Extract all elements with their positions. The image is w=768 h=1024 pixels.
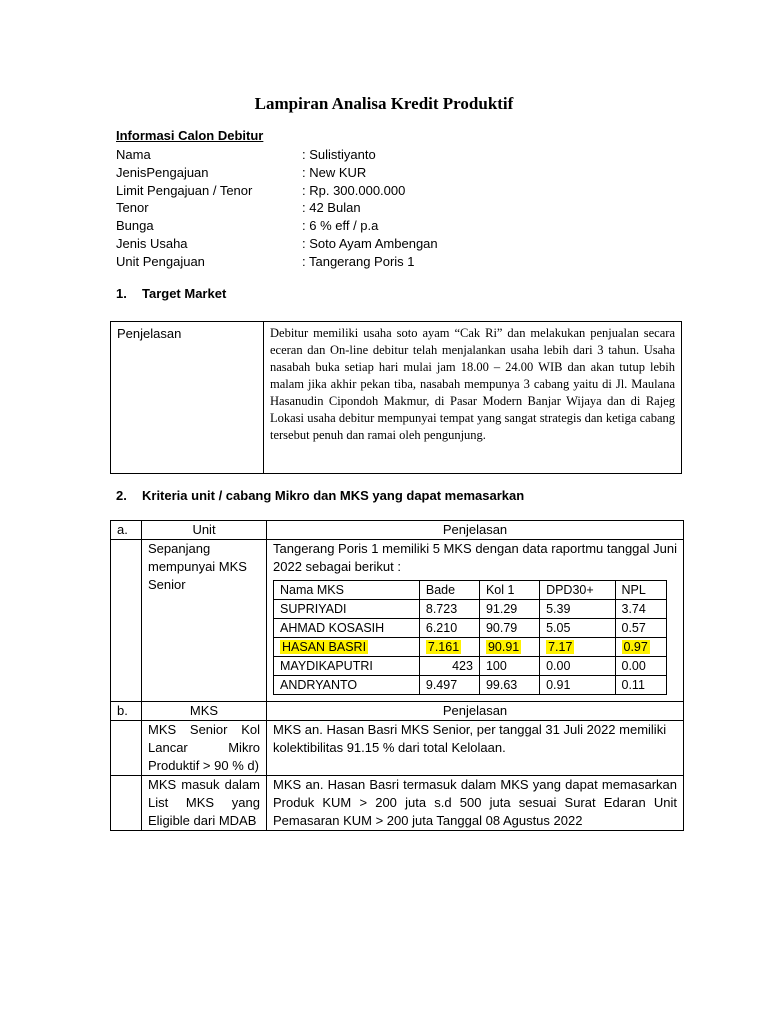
info-value: : Soto Ayam Ambengan: [302, 235, 438, 251]
mks-cell: [540, 638, 615, 657]
info-row-nama: [116, 146, 438, 164]
document-title: Lampiran Analisa Kredit Produktif: [254, 94, 514, 113]
mks-table-header: [274, 581, 667, 600]
mks-header-cell: Bade: [419, 581, 479, 600]
mks-cell: ANDRYANTO: [274, 676, 420, 695]
mks-intro-text: Tangerang Poris 1 memiliki 5 MKS dengan data raportmu tanggal Juni 2022 sebagai berikut :: [273, 541, 677, 574]
mks-cell: 5.39: [540, 600, 615, 619]
mks-cell: 0.57: [615, 619, 667, 638]
target-market-table: [110, 321, 682, 474]
mks-cell: 9.497: [419, 676, 479, 695]
criteria-text: MKS masuk dalam List MKS yang Eligible dari MDAB: [142, 776, 267, 831]
empty-cell: [111, 721, 142, 776]
criteria-b-row: [111, 721, 684, 776]
mks-cell: 3.74: [615, 600, 667, 619]
mks-table-row: [274, 657, 667, 676]
info-label: Unit Pengajuan: [116, 253, 205, 269]
mks-cell: 0.91: [540, 676, 615, 695]
criteria-detail: MKS an. Hasan Basri MKS Senior, per tanggal 31 Juli 2022 memiliki kolektibilitas 91.15 % dari total Kelolaan.: [267, 721, 684, 776]
mks-cell: 423: [419, 657, 479, 676]
debtor-info-table: [116, 146, 438, 271]
info-label: Jenis Usaha: [116, 235, 188, 251]
mks-cell: MAYDIKAPUTRI: [274, 657, 420, 676]
mks-cell: [419, 638, 479, 657]
criteria-b-row: [111, 776, 684, 831]
row-letter: a.: [111, 521, 142, 540]
mks-highlight-text: HASAN BASRI: [282, 640, 367, 654]
criteria-detail: [267, 540, 684, 702]
info-row-bunga: [116, 217, 438, 235]
info-label: Tenor: [116, 200, 149, 216]
mks-cell: 0.00: [540, 657, 615, 676]
info-row-jenis-usaha: [116, 235, 438, 253]
info-value: : 6 % eff / p.a: [302, 218, 379, 234]
empty-cell: [111, 540, 142, 702]
info-row-limit: [116, 182, 438, 200]
col-header-unit: Unit: [142, 521, 267, 540]
criteria-a-row: [111, 540, 684, 702]
section-number: 2.: [116, 488, 127, 503]
info-row-jenis-pengajuan: [116, 164, 438, 182]
mks-header-cell: Kol 1: [479, 581, 539, 600]
mks-highlight-text: 90.91: [487, 640, 520, 654]
col-header-mks: MKS: [142, 702, 267, 721]
mks-cell: 0.00: [615, 657, 667, 676]
info-label: Bunga: [116, 218, 154, 234]
mks-cell: 91.29: [479, 600, 539, 619]
empty-cell: [111, 776, 142, 831]
mks-cell: [274, 638, 420, 657]
mks-cell: 100: [479, 657, 539, 676]
mks-cell: [615, 638, 667, 657]
mks-table: [273, 580, 667, 695]
info-label: Limit Pengajuan / Tenor: [116, 182, 253, 198]
info-row-tenor: [116, 199, 438, 217]
info-value: : Tangerang Poris 1: [302, 253, 415, 269]
section-number: 1.: [116, 286, 127, 301]
penjelasan-label: Penjelasan: [111, 322, 264, 474]
section-1-heading: [116, 286, 226, 301]
mks-cell: 8.723: [419, 600, 479, 619]
mks-cell: [479, 638, 539, 657]
info-label: JenisPengajuan: [116, 164, 209, 180]
criteria-table: [110, 520, 684, 831]
criteria-a-header: [111, 521, 684, 540]
criteria-detail: MKS an. Hasan Basri termasuk dalam MKS yang dapat memasarkan Produk KUM > 200 juta s.d 500 juta sesuai Surat Edaran Unit Pemasaran KUM > 200 juta Tanggal 08 Agustus 2022: [267, 776, 684, 831]
mks-cell: AHMAD KOSASIH: [274, 619, 420, 638]
info-value: : New KUR: [302, 164, 367, 180]
info-row-unit: [116, 253, 438, 271]
mks-table-row: [274, 676, 667, 695]
mks-cell: 99.63: [479, 676, 539, 695]
mks-table-row: [274, 619, 667, 638]
mks-header-cell: DPD30+: [540, 581, 615, 600]
mks-table-row-highlighted: [274, 638, 667, 657]
mks-highlight-text: 7.161: [427, 640, 460, 654]
mks-cell: 6.210: [419, 619, 479, 638]
mks-cell: 5.05: [540, 619, 615, 638]
info-value: : Sulistiyanto: [302, 147, 376, 162]
mks-header-cell: NPL: [615, 581, 667, 600]
criteria-text: MKS Senior Kol Lancar Mikro Produktif > 90 % d): [142, 721, 267, 776]
info-heading: Informasi Calon Debitur: [116, 128, 264, 143]
target-market-text: Debitur memiliki usaha soto ayam “Cak Ri” dan melakukan penjualan secara eceran dan On-line debitur telah menjalankan usaha lebih dari 3 tahun. Usaha nasabah buka setiap hari mulai jam 18.00 – 24.00 WIB dan akan tutup lebih malam jika akhir pekan tiba, nasabah mempunya 3 cabang yaitu di Jl. Maulana Hasanudin Cipondoh Makmur, di Pasar Modern Banjar Wijaya dan di Rajeg Lokasi usaha debitur mempunyai tempat yang sangat strategis dan ketiga cabang tersebut penuh dan ramai oleh pengunjung.: [264, 322, 682, 474]
mks-header-cell: Nama MKS: [274, 581, 420, 600]
mks-highlight-text: 7.17: [548, 640, 573, 654]
info-value: : 42 Bulan: [302, 200, 361, 216]
row-letter: b.: [111, 702, 142, 721]
criteria-text: Sepanjang mempunyai MKS Senior: [142, 540, 267, 702]
criteria-b-header: [111, 702, 684, 721]
col-header-penjelasan: Penjelasan: [267, 702, 684, 721]
section-2-heading: [116, 488, 524, 503]
section-title: Target Market: [142, 286, 227, 301]
mks-cell: 90.79: [479, 619, 539, 638]
mks-cell: SUPRIYADI: [274, 600, 420, 619]
info-label: Nama: [116, 147, 151, 162]
mks-cell: 0.11: [615, 676, 667, 695]
section-title: Kriteria unit / cabang Mikro dan MKS yang dapat memasarkan: [142, 488, 525, 503]
mks-table-row: [274, 600, 667, 619]
info-value: : Rp. 300.000.000: [302, 182, 406, 198]
mks-highlight-text: 0.97: [623, 640, 648, 654]
col-header-penjelasan: Penjelasan: [267, 521, 684, 540]
